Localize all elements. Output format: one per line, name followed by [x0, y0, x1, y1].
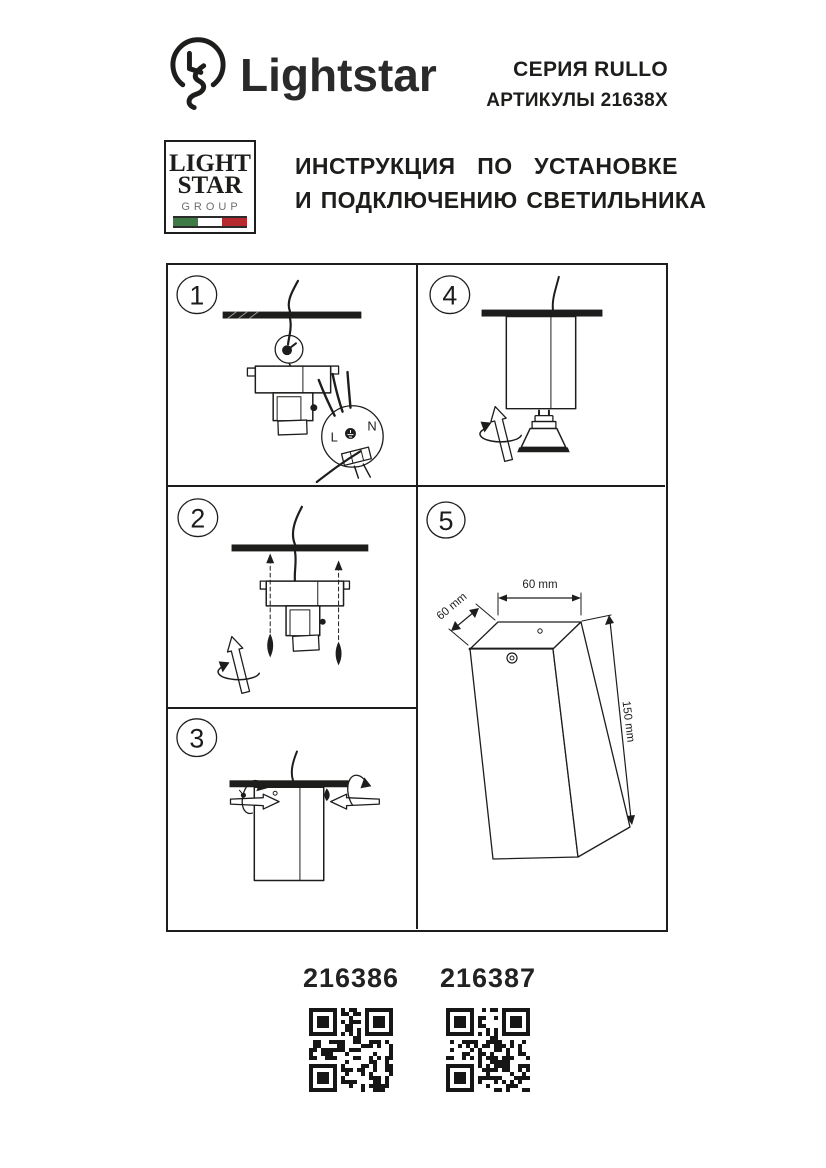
flag-red-segment: [222, 218, 247, 226]
ceiling-bar: [482, 310, 603, 317]
step4-figure: [418, 265, 665, 485]
brand-header: [160, 34, 437, 126]
step5-figure: [418, 487, 665, 929]
screw-right: [335, 560, 343, 665]
step-number: 4: [442, 280, 458, 311]
lightstar-bulb-icon: [160, 34, 236, 126]
panel-step-3: [168, 709, 418, 929]
terminal-n-label: N: [367, 418, 377, 434]
document-title: [295, 149, 707, 217]
panel-step-5: [418, 487, 665, 929]
panel-step-2: [168, 487, 418, 709]
series-title: СЕРИЯ RULLO: [513, 58, 668, 81]
terminal-l-label: L: [330, 429, 338, 445]
qr-code-216387: [446, 1008, 530, 1092]
power-wire: [553, 277, 559, 310]
articles-title: АРТИКУЛЫ 21638X: [486, 90, 668, 111]
lamp-housing-isometric: [470, 622, 630, 859]
mounting-bracket: [260, 581, 349, 651]
dimension-width: [498, 579, 581, 615]
panel-step-4: [418, 265, 665, 487]
step-number: 3: [189, 723, 205, 754]
side-screw: [507, 653, 517, 663]
series-block: [486, 58, 668, 112]
lightstar-group-logo: [164, 140, 256, 234]
title-line-2: И ПОДКЛЮЧЕНИЮ СВЕТИЛЬНИКА: [295, 187, 707, 213]
group-logo-word1: LIGHT: [169, 150, 251, 177]
step1-figure: [168, 265, 416, 485]
italian-flag-stripe: [173, 216, 247, 228]
brand-name: Lightstar: [240, 49, 437, 101]
gu10-bulb: [517, 411, 570, 453]
bulb-rotation-arrow: [480, 405, 521, 463]
article-block-1: [296, 963, 406, 1092]
step-number: 2: [190, 503, 206, 534]
screw-rotation-arrow: [218, 635, 259, 695]
qr-code-216386: [309, 1008, 393, 1092]
panel-step-1: [168, 265, 418, 487]
flag-green-segment: [173, 218, 198, 226]
dim-depth-label: 60 mm: [434, 590, 470, 623]
article-number: 216387: [439, 963, 537, 993]
flag-white-segment: [198, 218, 223, 226]
power-wire: [289, 281, 298, 312]
article-block-2: [433, 963, 543, 1092]
step-number: 1: [189, 280, 205, 311]
step2-figure: [168, 487, 416, 707]
lamp-housing: [506, 317, 575, 409]
step-number: 5: [438, 506, 454, 536]
article-number: 216386: [302, 963, 400, 993]
ceiling-bar: [232, 544, 369, 551]
group-logo-word2: STAR: [177, 172, 243, 200]
instruction-grid: [166, 263, 668, 932]
dim-width-label: 60 mm: [522, 579, 558, 591]
dim-height-label: 150 mm: [619, 700, 637, 743]
group-logo-word3: GROUP: [181, 201, 242, 213]
step3-figure: [168, 709, 416, 929]
power-wire: [292, 752, 297, 781]
title-line-1: ИНСТРУКЦИЯ ПО УСТАНОВКЕ: [295, 153, 678, 179]
power-wire: [293, 507, 302, 545]
